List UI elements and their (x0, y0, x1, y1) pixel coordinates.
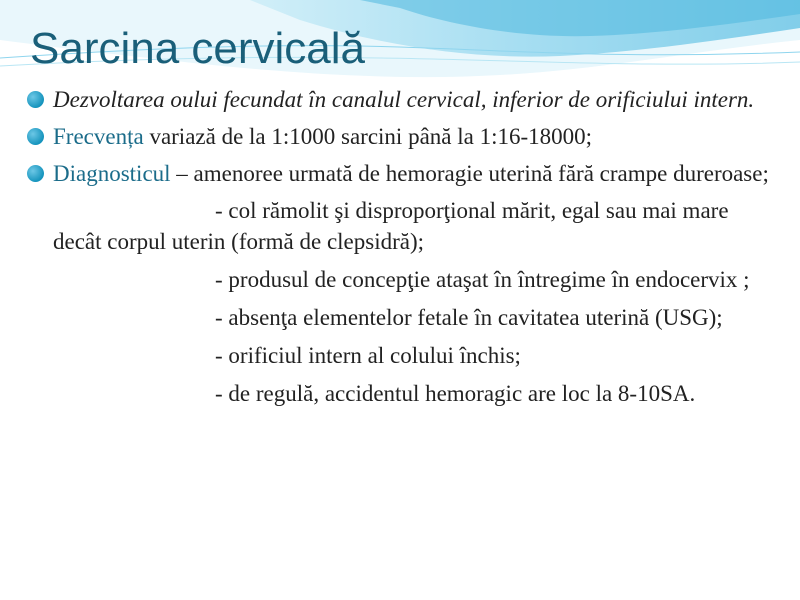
diagnosis-subline (27, 378, 779, 409)
bullet-frequency (27, 121, 779, 152)
diagnosis-subline-text: - col rămolit şi disproporţional mărit, egal sau mai mare decât corpul uterin (formă de clepsidră); (53, 198, 729, 254)
diagnosis-subline-text: - absenţa elementelor fetale în cavitatea uterină (USG); (215, 305, 723, 330)
frequency-term: Frecvența (53, 124, 144, 149)
bullet-diagnosis (27, 158, 779, 189)
diagnosis-subline-text: - de regulă, accidentul hemoragic are loc la 8-10SA. (215, 381, 696, 406)
diagnosis-subline (27, 340, 779, 371)
diagnosis-subline-text: - orificiul intern al colului închis; (215, 343, 521, 368)
diagnosis-subline (27, 195, 779, 257)
bullet-definition-text: Dezvoltarea oului fecundat în canalul cervical, inferior de orificiului intern. (53, 87, 755, 112)
frequency-text: variază de la 1:1000 sarcini până la 1:16-18000; (143, 124, 593, 149)
bullet-dot-icon (27, 165, 44, 182)
slide-content (27, 84, 779, 416)
diagnosis-subline (27, 302, 779, 333)
diagnosis-term: Diagnosticul (53, 161, 171, 186)
diagnosis-subline (27, 264, 779, 295)
slide-title: Sarcina cervicală (30, 24, 366, 73)
diagnosis-text: – amenoree urmată de hemoragie uterină fără crampe dureroase; (170, 161, 769, 186)
bullet-dot-icon (27, 128, 44, 145)
diagnosis-subline-text: - produsul de concepţie ataşat în întregime în endocervix ; (215, 267, 750, 292)
bullet-definition (27, 84, 779, 115)
bullet-dot-icon (27, 91, 44, 108)
